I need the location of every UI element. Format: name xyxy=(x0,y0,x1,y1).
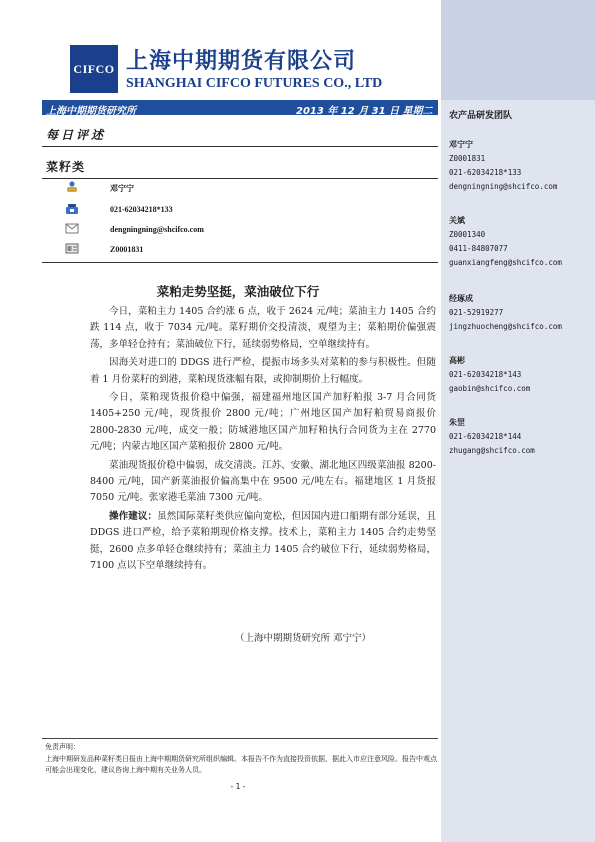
divider xyxy=(42,146,438,147)
paragraph: 因海关对进口的 DDGS 进行严检，提振市场多头对菜粕的参与积极性。但随着 1 月份菜籽的到港，菜粕现货涨幅有限，或抑制期价上行幅度。 xyxy=(90,357,436,385)
advice-label: 操作建议： xyxy=(109,510,158,522)
contact-phone: 021-62034218*133 xyxy=(110,205,173,214)
analyst-card xyxy=(449,416,535,458)
divider xyxy=(42,738,438,739)
analyst-phone: 021-62034218*144 xyxy=(449,432,522,441)
advice-text: 虽然国际菜籽类供应偏向宽松，但因国内进口船期有部分延误，且 DDGS 进口严检，给予菜粕期现价格支撑。技术上，菜粕主力 1405 合约走势坚挺，2600 点多单轻仓继续持有；菜油主力 1405 合约破位下行，延续弱势格局，7100 点以下空单继续持有。 xyxy=(90,510,436,572)
analyst-card xyxy=(449,354,530,396)
email-icon xyxy=(65,223,79,234)
advice-paragraph xyxy=(90,509,436,575)
company-name-cn: 上海中期期货有限公司 xyxy=(126,49,357,74)
analyst-phone: 021-62034218*133 xyxy=(449,168,522,177)
analyst-id: Z0001340 xyxy=(449,230,486,239)
divider xyxy=(42,178,438,179)
article-headline: 菜粕走势坚挺，菜油破位下行 xyxy=(156,284,320,299)
contact-cert-id: Z0001831 xyxy=(110,245,144,254)
disclaimer-text: 上海中期研发品种菜籽类日报由上海中期期货研究所组织编辑。本报告不作为直接投资依据，据此入市应注意风险。报告中观点可能会出现变化，建议咨询上海中期有关业务人员。 xyxy=(45,755,437,774)
company-name-en: SHANGHAI CIFCO FUTURES CO., LTD xyxy=(126,76,383,91)
disclaimer-title: 免责声明： xyxy=(45,743,80,751)
analyst-email[interactable]: zhugang@shcifco.com xyxy=(449,446,535,455)
company-logo xyxy=(70,45,118,93)
id-card-icon xyxy=(65,243,79,254)
category-title: 菜籽类 xyxy=(46,160,86,174)
analyst-name: 朱罡 xyxy=(449,418,465,427)
person-icon xyxy=(65,181,79,192)
phone-icon xyxy=(65,203,79,214)
article-body xyxy=(90,304,436,577)
analyst-name: 邓宁宁 xyxy=(449,140,473,149)
paragraph: 今日，菜粕现货报价稳中偏强，福建福州地区国产加籽粕报 3-7 月合同货 1405+250 元/吨，现货报价 2800 元/吨；广州地区国产加籽粕贸易商报价 2800-2830 元/吨，成交一般；防城港地区国产加籽粕执行合同货为主在 2770 元/吨；内蒙古地区国产菜粕报价 2800 元/吨。 xyxy=(90,392,436,453)
article-signature: （上海中期期货研究所 邓宁宁） xyxy=(235,633,372,644)
paragraph: 菜油现货报价稳中偏弱，成交清淡。江苏、安徽、湖北地区四级菜油报 8200-8400 元/吨，国产新菜油报价偏高集中在 9500 元/吨左右。福建地区 1 月货报 7050 元/吨。张家港毛菜油 7300 元/吨。 xyxy=(90,459,436,504)
analyst-name: 经琢成 xyxy=(449,294,473,303)
sidebar-header-band xyxy=(441,0,595,100)
analyst-phone: 021-52919277 xyxy=(449,308,504,317)
analyst-email[interactable]: gaobin@shcifco.com xyxy=(449,384,531,393)
analyst-id: Z0001831 xyxy=(449,154,486,163)
contact-name: 邓宁宁 xyxy=(110,184,134,193)
team-title: 农产品研发团队 xyxy=(449,111,513,121)
analyst-email[interactable]: jingzhuocheng@shcifco.com xyxy=(449,322,562,331)
analyst-name: 关斌 xyxy=(449,216,465,225)
page-number: - 1 - xyxy=(230,782,246,791)
logo-text: CIFCO xyxy=(73,61,115,76)
contact-email[interactable]: dengningning@shcifco.com xyxy=(110,225,204,234)
analyst-name: 高彬 xyxy=(449,356,465,365)
analyst-card xyxy=(449,138,557,194)
analyst-email[interactable]: dengningning@shcifco.com xyxy=(449,182,558,191)
divider xyxy=(42,262,438,263)
section-title: 每日评述 xyxy=(46,128,107,142)
analyst-phone: 021-62034218*143 xyxy=(449,370,522,379)
institute-name: 上海中期期货研究所 xyxy=(46,106,136,117)
paragraph: 今日，菜粕主力 1405 合约涨 6 点，收于 2624 元/吨；菜油主力 1405 合约跌 114 点，收于 7034 元/吨。菜籽期价交投清淡，观望为主；菜粕期价偏强震荡，多单轻仓持有；菜油破位下行，延续弱势格局，空单继续持有。 xyxy=(90,306,436,350)
analyst-phone: 0411-84807077 xyxy=(449,244,508,253)
analyst-card xyxy=(449,292,562,334)
report-date: 2013 年 12 月 31 日 星期二 xyxy=(296,106,433,117)
analyst-email[interactable]: guanxiangfeng@shcifco.com xyxy=(449,258,562,267)
analyst-card xyxy=(449,214,562,270)
